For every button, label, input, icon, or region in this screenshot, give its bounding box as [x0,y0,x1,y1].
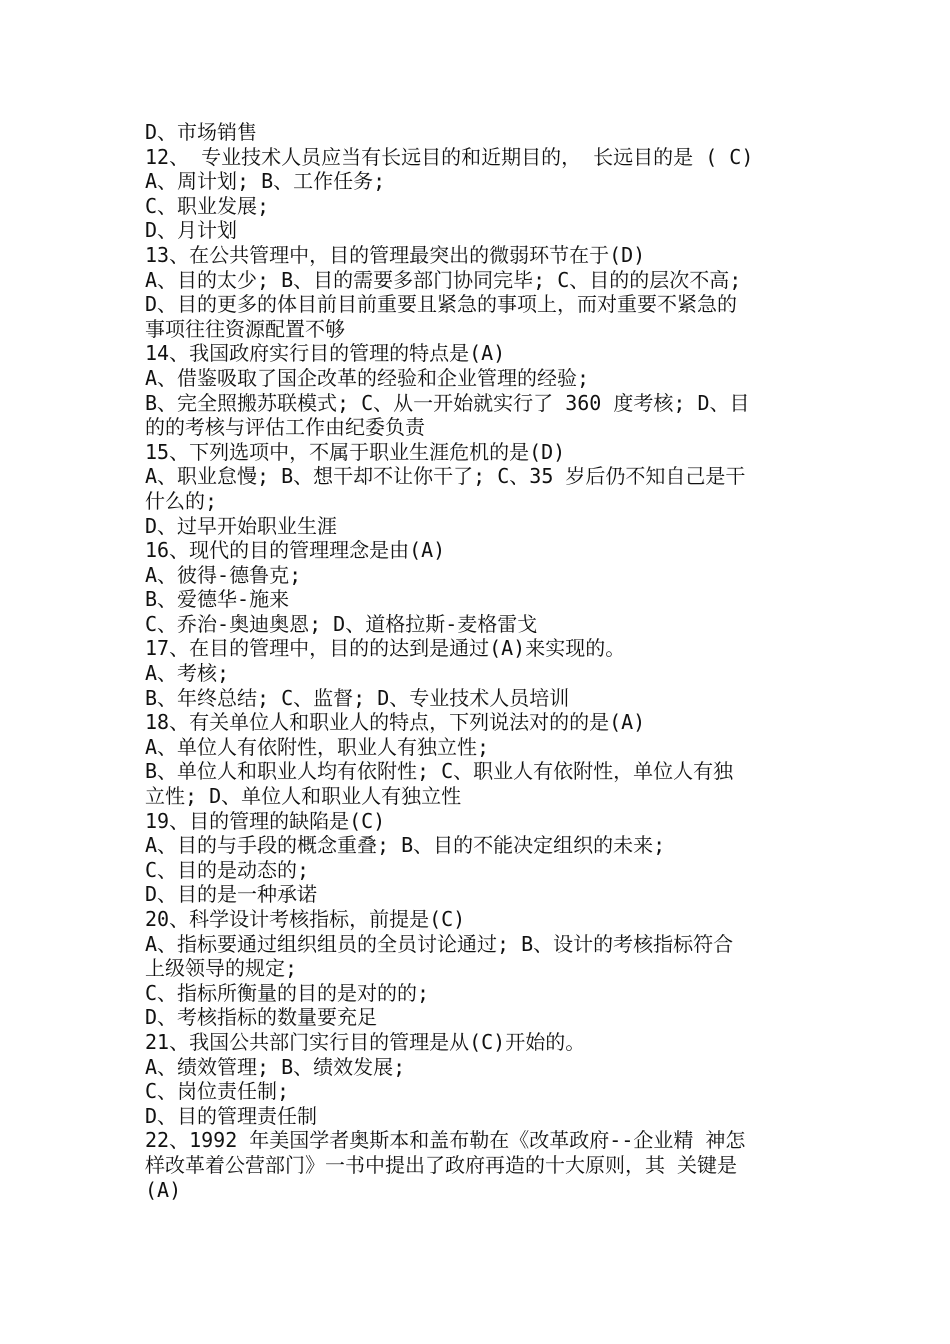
question-12: 12、 专业技术人员应当有长远目的和近期目的， 长远目的是 ( C) [145,144,754,169]
question-19: 19、目的管理的缺陷是(C) [145,808,386,833]
text-line: 事项往往资源配置不够 [145,316,345,341]
text-line: 的的考核与评估工作由纪委负责 [145,415,425,440]
text-line: (A) [145,1177,182,1202]
text-line: C、职业发展; [145,193,270,218]
text-line: C、乔治-奥迪奥恩; D、道格拉斯-麦格雷戈 [145,611,538,636]
text-line: A、彼得-德鲁克; [145,562,302,587]
text-line: B、单位人和职业人均有依附性; C、职业人有依附性，单位人有独 [145,759,734,784]
question-17: 17、在目的管理中，目的的达到是通过(A)来实现的。 [145,636,626,661]
question-20: 20、科学设计考核指标，前提是(C) [145,907,466,931]
question-18: 18、有关单位人和职业人的特点，下列说法对的的是(A) [145,710,646,735]
text-line: D、目的是一种承诺 [145,882,318,907]
text-line: A、周计划; B、工作任务; [145,169,386,194]
text-line: A、借鉴吸取了国企改革的经验和企业管理的经验; [145,365,590,390]
text-line: 什么的; [145,488,218,513]
text-line: A、指标要通过组织组员的全员讨论通过; B、设计的考核指标符合 [145,931,734,956]
text-line: 样改革着公营部门》一书中提出了政府再造的十大原则，其 关键是 [145,1152,738,1177]
text-line: A、职业怠慢; B、想干却不让你干了; C、35 岁后仍不知自己是干 [145,464,746,489]
text-line: A、目的太少; B、目的需要多部门协同完毕; C、目的的层次不高; [145,267,742,292]
question-22: 22、1992 年美国学者奥斯本和盖布勒在《改革政府--企业精 神怎 [145,1128,746,1153]
text-line: A、考核; [145,661,230,686]
text-line: C、目的是动态的; [145,857,310,882]
text-line: 立性; D、单位人和职业人有独立性 [145,784,462,809]
text-line: A、单位人有依附性，职业人有独立性; [145,734,490,759]
question-15: 15、下列选项中，不属于职业生涯危机的是(D) [145,439,566,464]
text-line: D、目的管理责任制 [145,1103,318,1128]
question-21: 21、我国公共部门实行目的管理是从(C)开始的。 [145,1029,586,1054]
text-line: D、考核指标的数量要充足 [145,1005,378,1030]
text-line: 上级领导的规定; [145,956,298,981]
text-line: A、绩效管理; B、绩效发展; [145,1054,406,1079]
text-line: C、岗位责任制; [145,1079,290,1104]
text-line: B、完全照搬苏联模式; C、从一开始就实行了 360 度考核; D、目 [145,390,750,415]
question-13: 13、在公共管理中，目的管理最突出的微弱环节在于(D) [145,242,646,267]
question-14: 14、我国政府实行目的管理的特点是(A) [145,341,506,366]
document-page [145,120,825,1202]
text-line: A、目的与手段的概念重叠; B、目的不能决定组织的未来; [145,833,666,858]
text-line: B、爱德华-施来 [145,587,290,612]
text-line: C、指标所衡量的目的是对的的; [145,980,430,1005]
text-line: D、过早开始职业生涯 [145,513,338,538]
text-line: B、年终总结; C、监督; D、专业技术人员培训 [145,685,570,710]
text-line: D、月计划 [145,218,238,243]
text-line: D、目的更多的体目前目前重要且紧急的事项上，而对重要不紧急的 [145,292,738,317]
question-16: 16、现代的目的管理理念是由(A) [145,538,446,563]
text-line: D、市场销售 [145,120,258,144]
